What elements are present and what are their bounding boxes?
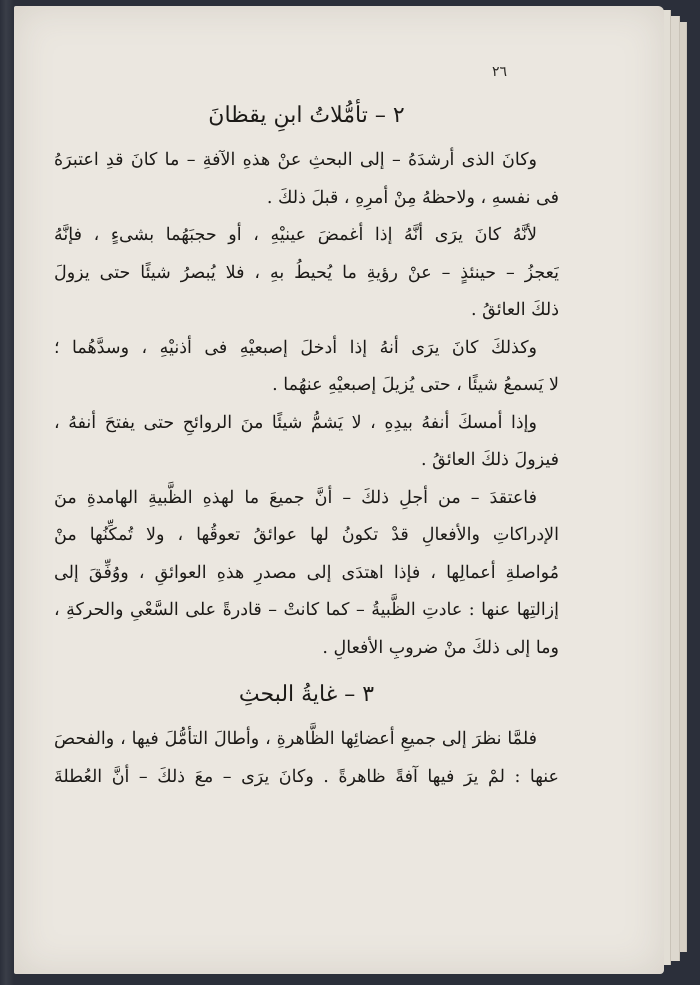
text-line: وكانَ الذى أرشدَهُ – إلى البحثِ عنْ هذهِ الآفةِ – ما كانَ قدِ اعتبرَهُ — [54, 150, 537, 170]
text-line: وما إلى ذلكَ منْ ضروبِ الأفعالِ . — [322, 637, 559, 658]
text-line: فلمَّا نظرَ إلى جميعِ أعضائِها الظَّاهرةِ ، وأطالَ التأمُّلَ فيها ، والفحصَ — [54, 729, 537, 749]
paragraph — [54, 480, 559, 668]
text-line: فى نفسهِ ، ولاحظهُ مِنْ أمرِهِ ، قبلَ ذلكَ . — [266, 187, 559, 208]
text-line: وإذا أمسكَ أنفهُ بيدِهِ ، لا يَشمُّ شيئًا منَ الروائحِ حتى يفتحَ أنفهُ ، — [54, 412, 537, 433]
text-line: الإدراكاتِ والأفعالِ قدْ تكونُ لها عوائقُ تعوقُها ، ولا تُمكِّنُها منْ — [54, 525, 559, 545]
section-heading: ٢ – تأمُّلاتُ ابنِ يقظانَ — [208, 103, 405, 128]
text-line: وكذلكَ كانَ يرَى أنهُ إذا أدخلَ إصبعيْهِ فى أذنيْهِ ، وسدَّهُما ؛ — [54, 337, 537, 358]
text-line: لأنَّهُ كانَ يرَى أنَّهُ إذا أغمضَ عينيْهِ ، أو حجبَهُما بشىءٍ ، فإنَّهُ — [54, 225, 537, 245]
page-body-text — [54, 58, 559, 796]
text-line: فاعتقدَ – من أجلِ ذلكَ – أنَّ جميعَ ما لهذهِ الظَّبيةِ الهامدةِ منَ — [54, 487, 537, 508]
section-heading: ٣ – غايةُ البحثِ — [238, 682, 375, 707]
text-line: إزالتِها عنها : عادتِ الظَّبيةُ – كما كانتْ – قادرةً على السَّعْىِ والحركةِ ، — [54, 600, 559, 620]
page-edge — [680, 22, 687, 952]
paragraph — [54, 142, 559, 217]
paragraph — [54, 721, 559, 796]
text-line: يَعجزُ – حينئذٍ – عنْ رؤيةِ ما يُحيطُ بهِ ، فلا يُبصرُ شيئًا حتى يزولَ — [54, 262, 559, 283]
page-number: ٢٦ — [492, 64, 508, 80]
paragraph — [54, 405, 559, 480]
text-line: ذلكَ العائقُ . — [471, 300, 559, 320]
text-line: مُواصلةِ أعمالِها ، فإذا اهتدَى إلى مصدرِ هذهِ العوائقِ ، ووُفِّقَ إلى — [54, 562, 559, 583]
book-page — [14, 6, 664, 974]
text-line: عنها : لمْ يرَ فيها آفةً ظاهرةً . وكانَ يرَى – معَ ذلكَ – أنَّ العُطلةَ — [54, 766, 559, 787]
text-line: فيزولَ ذلكَ العائقُ . — [420, 450, 559, 470]
text-line: لا يَسمعُ شيئًا ، حتى يُزيلَ إصبعيْهِ عنهُما . — [272, 375, 559, 395]
paragraph — [54, 330, 559, 405]
paragraph — [54, 217, 559, 330]
page-edge — [671, 16, 680, 961]
